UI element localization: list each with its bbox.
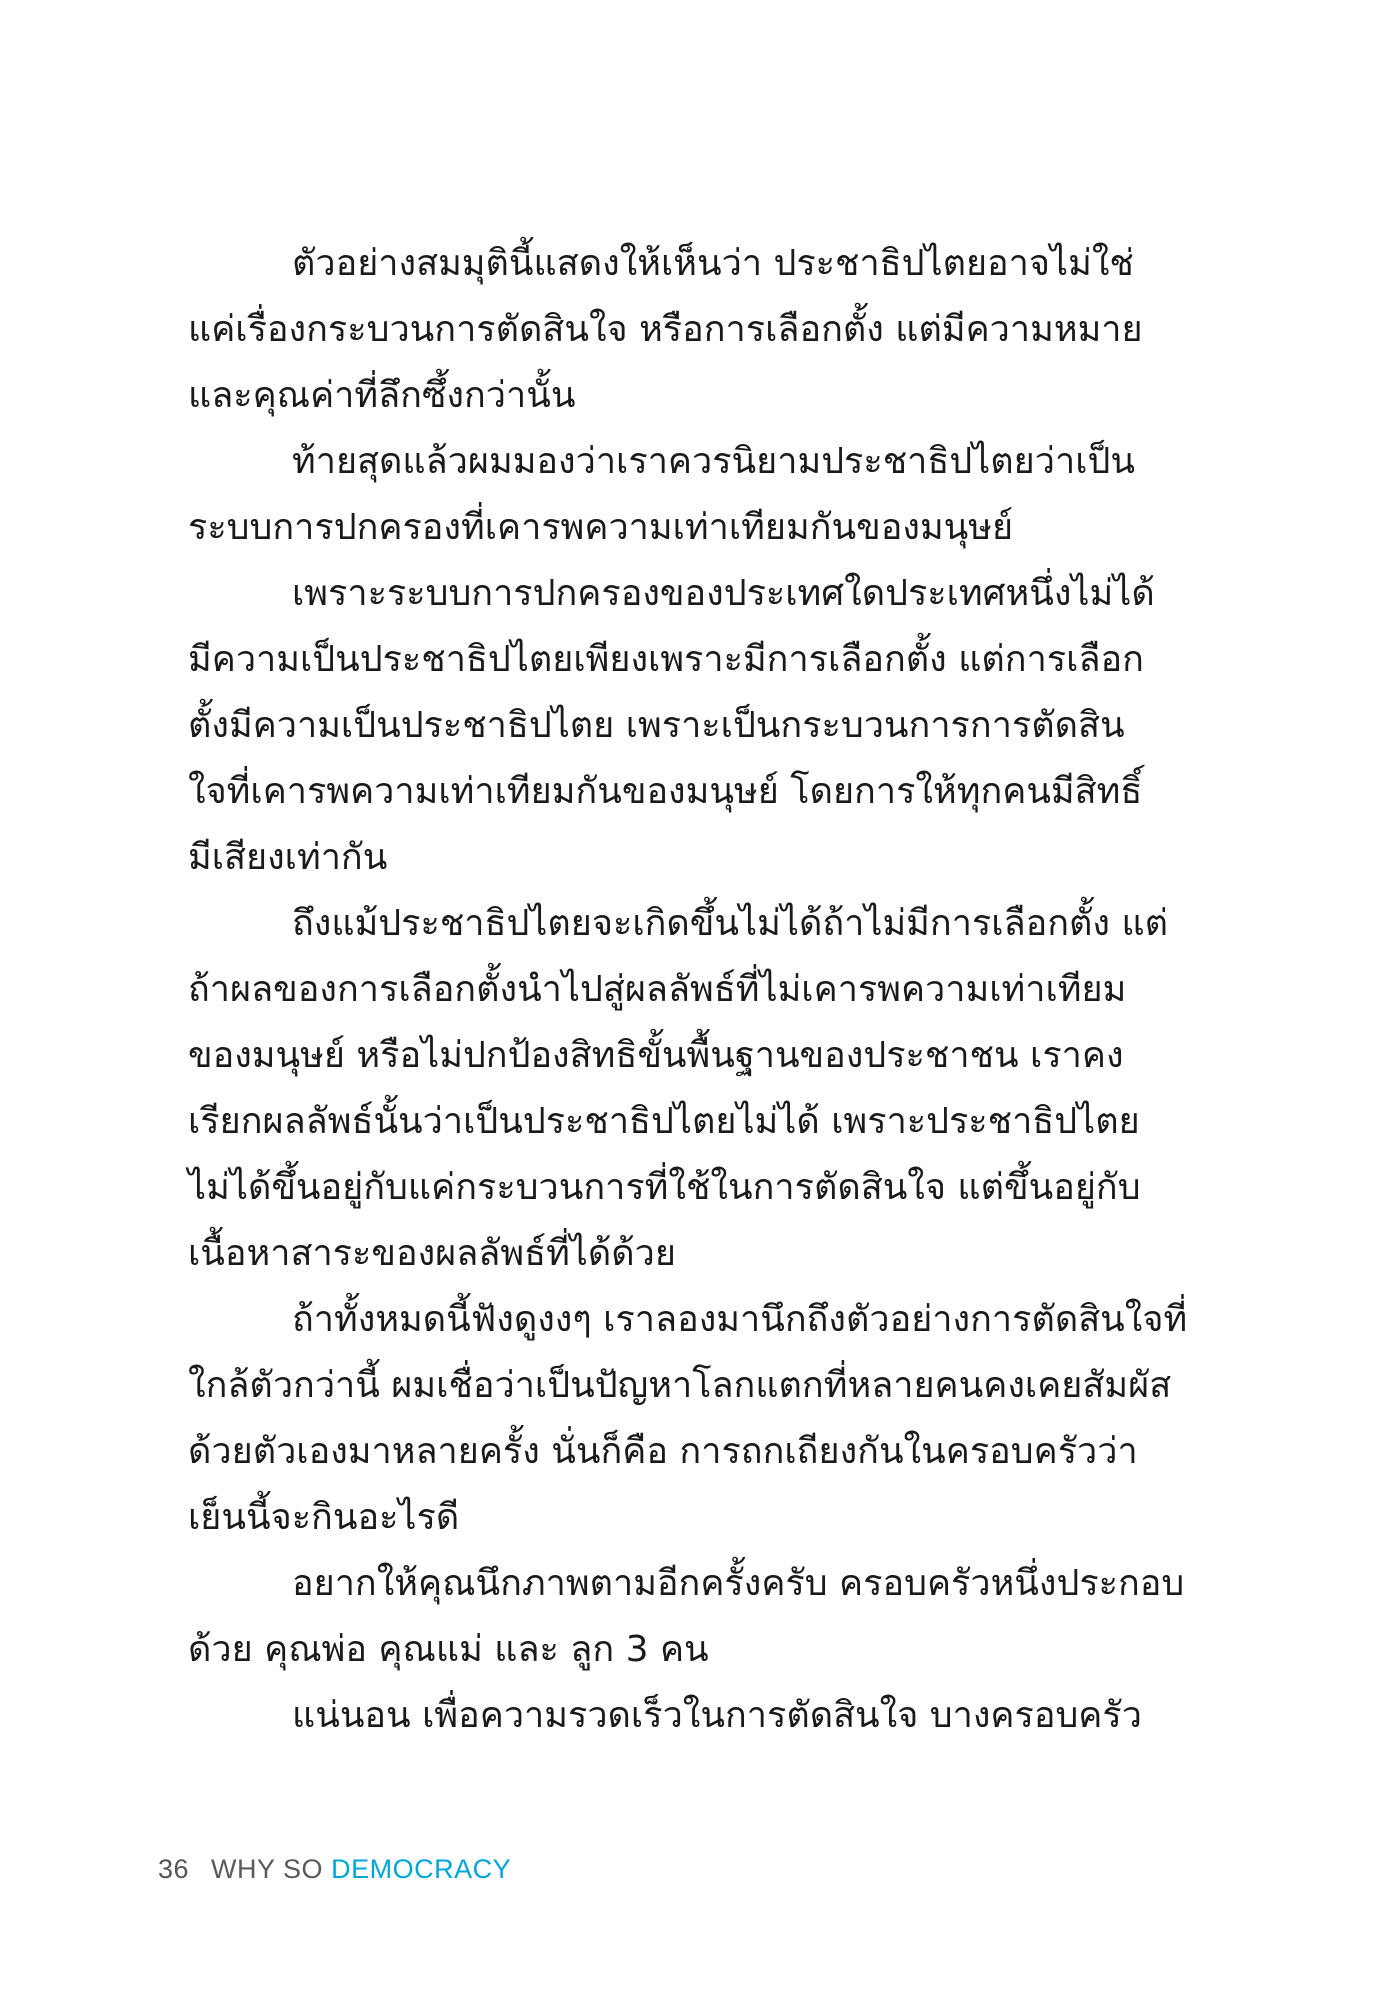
paragraph-line: แค่เรื่องกระบวนการตัดสินใจ หรือการเลือกตั้ง แต่มีความหมาย	[188, 309, 1143, 350]
page-number: 36	[158, 1854, 190, 1884]
book-title-plain: WHY SO	[211, 1854, 332, 1884]
paragraph-line: เย็นนี้จะกินอะไรดี	[188, 1497, 460, 1538]
paragraph-line: ถ้าทั้งหมดนี้ฟังดูงงๆ เราลองมานึกถึงตัวอย่างการตัดสินใจที่	[292, 1299, 1188, 1340]
paragraph-line: ถึงแม้ประชาธิปไตยจะเกิดขึ้นไม่ได้ถ้าไม่มีการเลือกตั้ง แต่	[292, 903, 1169, 944]
paragraph-line: ด้วย คุณพ่อ คุณแม่ และ ลูก 3 คน	[188, 1629, 709, 1670]
paragraph-line: ใจที่เคารพความเท่าเทียมกันของมนุษย์ โดยการให้ทุกคนมีสิทธิ์	[188, 771, 1143, 812]
paragraph-line: ตั้งมีความเป็นประชาธิปไตย เพราะเป็นกระบวนการการตัดสิน	[188, 705, 1125, 746]
paragraph-line: ตัวอย่างสมมุตินี้แสดงให้เห็นว่า ประชาธิปไตยอาจไม่ใช่	[292, 243, 1134, 284]
paragraph-line: ของมนุษย์ หรือไม่ปกป้องสิทธิขั้นพื้นฐานของประชาชน เราคง	[188, 1035, 1124, 1076]
paragraph-line: ด้วยตัวเองมาหลายครั้ง นั่นก็คือ การถกเถียงกันในครอบครัวว่า	[188, 1431, 1138, 1472]
page-footer	[158, 1854, 511, 1885]
paragraph-line: ไม่ได้ขึ้นอยู่กับแค่กระบวนการที่ใช้ในการตัดสินใจ แต่ขึ้นอยู่กับ	[188, 1167, 1141, 1208]
paragraph-line: เนื้อหาสาระของผลลัพธ์ที่ได้ด้วย	[188, 1233, 676, 1274]
paragraph-line: ถ้าผลของการเลือกตั้งนำไปสู่ผลลัพธ์ที่ไม่เคารพความเท่าเทียม	[188, 969, 1127, 1010]
paragraph-line: เพราะระบบการปกครองของประเทศใดประเทศหนึ่งไม่ได้	[292, 573, 1155, 614]
paragraph-line: ท้ายสุดแล้วผมมองว่าเราควรนิยามประชาธิปไตยว่าเป็น	[292, 441, 1135, 482]
paragraph-line: มีเสียงเท่ากัน	[188, 837, 388, 878]
paragraph-line: ใกล้ตัวกว่านี้ ผมเชื่อว่าเป็นปัญหาโลกแตกที่หลายคนคงเคยสัมผัส	[188, 1365, 1172, 1406]
paragraph-line: อยากให้คุณนึกภาพตามอีกครั้งครับ ครอบครัวหนึ่งประกอบ	[292, 1563, 1185, 1604]
paragraph-line: ระบบการปกครองที่เคารพความเท่าเทียมกันของมนุษย์	[188, 507, 1014, 548]
paragraph-line: มีความเป็นประชาธิปไตยเพียงเพราะมีการเลือกตั้ง แต่การเลือก	[188, 639, 1144, 680]
book-title-accent: DEMOCRACY	[331, 1854, 512, 1884]
paragraph-line: แน่นอน เพื่อความรวดเร็วในการตัดสินใจ บางครอบครัว	[292, 1695, 1142, 1736]
paragraph-line: เรียกผลลัพธ์นั้นว่าเป็นประชาธิปไตยไม่ได้ เพราะประชาธิปไตย	[188, 1101, 1140, 1142]
paragraph-line: และคุณค่าที่ลึกซึ้งกว่านั้น	[188, 375, 576, 416]
